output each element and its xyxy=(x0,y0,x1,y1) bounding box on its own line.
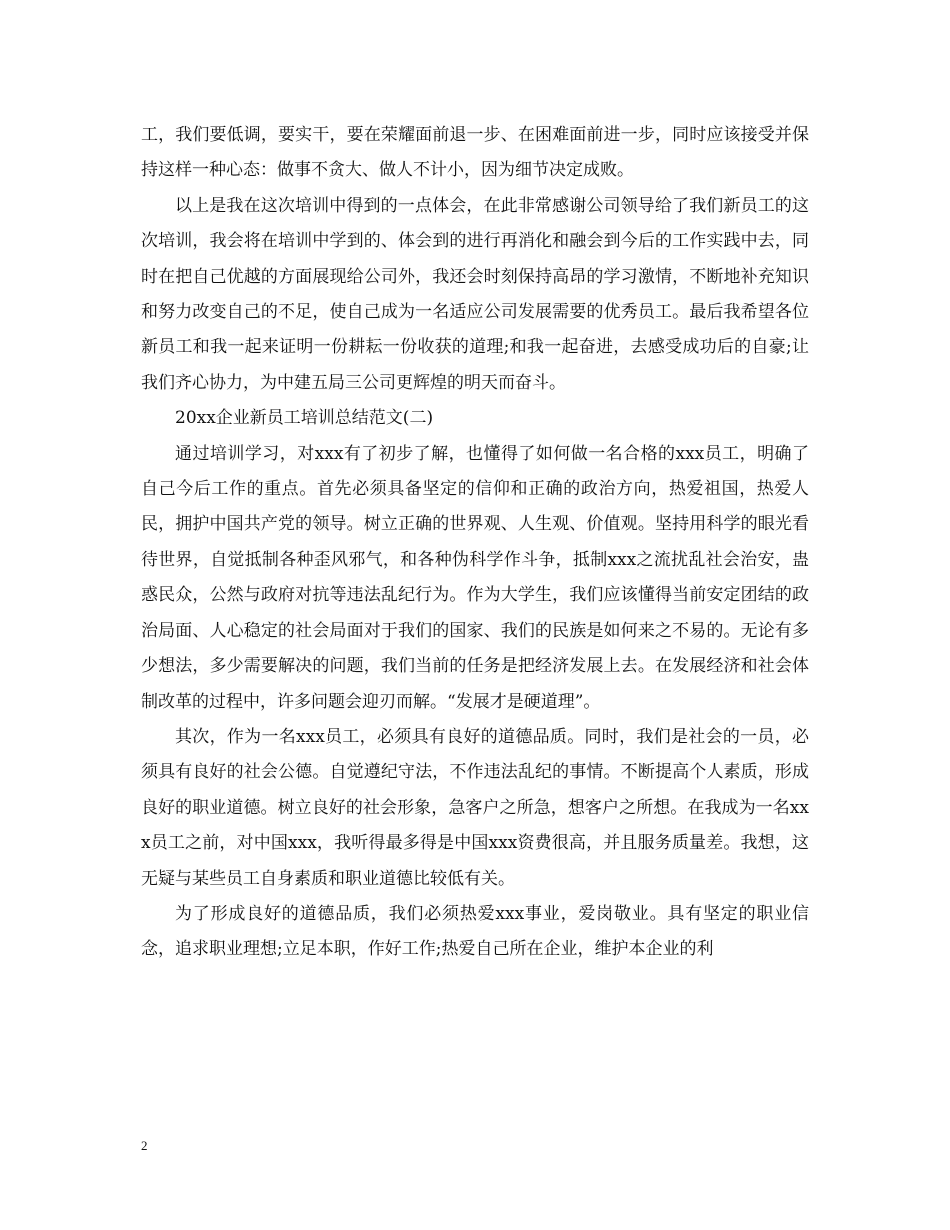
paragraph-closing-thoughts: 以上是我在这次培训中得到的一点体会，在此非常感谢公司领导给了我们新员工的这次培训，我会将在培训中学到的、体会到的进行再消化和融会到今后的工作实践中去，同时在把自己优越的方面展现给公司外，我还会时刻保持高昂的学习激情，不断地补充知识和努力改变自己的不足，使自己成为一名适应公司发展需要的优秀员工。最后我希望各位新员工和我一起来证明一份耕耘一份收获的道理;和我一起奋进，去感受成功后的自豪;让我们齐心协力，为中建五局三公司更辉煌的明天而奋斗。 xyxy=(141,195,809,393)
paragraph-professional-ethics: 为了形成良好的道德品质，我们必须热爱xxx事业，爱岗敬业。具有坚定的职业信念，追求职业理想;立足本职，作好工作;热爱自己所在企业，维护本企业的利 xyxy=(141,903,809,960)
paragraph-moral-quality: 其次，作为一名xxx员工，必须具有良好的道德品质。同时，我们是社会的一员，必须具有良好的社会公德。自觉遵纪守法，不作违法乱纪的事情。不断提高个人素质，形成良好的职业道德。树立良好的社会形象，急客户之所急，想客户之所想。在我成为一名xxx员工之前，对中国xxx，我听得最多得是中国xxx资费很高，并且服务质量差。我想，这无疑与某些员工自身素质和职业道德比较低有关。 xyxy=(141,726,809,889)
paragraph-political-direction: 通过培训学习，对xxx有了初步了解，也懂得了如何做一名合格的xxx员工，明确了自己今后工作的重点。首先必须具备坚定的信仰和正确的政治方向，热爱祖国，热爱人民，拥护中国共产党的领导。树立正确的世界观、人生观、价值观。坚持用科学的眼光看待世界，自觉抵制各种歪风邪气，和各种伪科学作斗争，抵制xxx之流扰乱社会治安，蛊惑民众，公然与政府对抗等违法乱纪行为。作为大学生，我们应该懂得当前安定团结的政治局面、人心稳定的社会局面对于我们的国家、我们的民族是如何来之不易的。无论有多少想法，多少需要解决的问题，我们当前的任务是把经济发展上去。在发展经济和社会体制改革的过程中，许多问题会迎刃而解。“发展才是硬道理”。 xyxy=(141,443,809,712)
page-number: 2 xyxy=(141,1138,148,1153)
document-body xyxy=(141,118,809,968)
section-heading: 20xx企业新员工培训总结范文(二) xyxy=(175,408,434,429)
paragraph-continuation: 工，我们要低调，要实干，要在荣耀面前退一步、在困难面前进一步，同时应该接受并保持这样一种心态：做事不贪大、做人不计小，因为细节决定成败。 xyxy=(141,125,809,181)
